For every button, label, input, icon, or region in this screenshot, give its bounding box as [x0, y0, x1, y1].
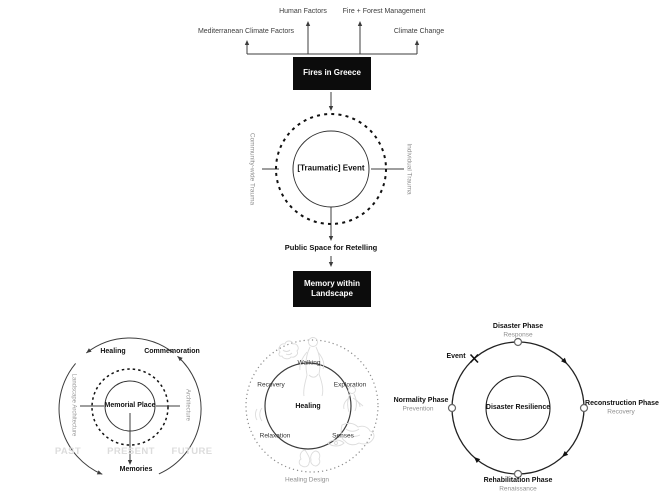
normality-phase-label: Normality Phase [393, 397, 449, 405]
healing-center-label: Healing [295, 403, 321, 411]
factor-label-climate-change: Climate Change [393, 28, 445, 36]
memory-within-landscape-label: Memory within Landscape [303, 278, 360, 298]
timeline-present-label: PRESENT [107, 445, 155, 457]
memorial-place-label: Memorial Place [104, 402, 156, 410]
fires-in-greece-label: Fires in Greece [303, 68, 361, 78]
traumatic-event-label: [Traumatic] Event [297, 163, 365, 173]
community-trauma-label: Community-wide Trauma [248, 132, 256, 206]
factor-label-human: Human Factors [279, 8, 327, 16]
factor-label-mediterranean: Mediterranean Climate Factors [197, 28, 295, 36]
individual-trauma-label: Individual Trauma [405, 143, 413, 195]
public-space-retelling-label: Public Space for Retelling [284, 242, 378, 252]
relaxation-label: Relaxation [259, 432, 291, 440]
memories-label: Memories [119, 466, 153, 474]
recovery-sublabel: Recovery [607, 408, 635, 416]
architecture-label: Architecture [184, 388, 191, 422]
rehabilitation-phase-label: Rehabilitation Phase [483, 477, 553, 485]
healing-design-caption: Healing Design [284, 476, 330, 484]
renaissance-sublabel: Renaissance [499, 485, 537, 493]
senses-label: Senses [332, 432, 354, 440]
event-x-marker [471, 355, 479, 363]
timeline-past-label: PAST [54, 445, 82, 457]
healing-sketches [256, 338, 375, 467]
fires-in-greece-box [293, 57, 371, 90]
response-sublabel: Response [503, 331, 533, 339]
factor-label-fire-forest: Fire + Forest Management [342, 8, 426, 16]
disaster-phase-label: Disaster Phase [492, 323, 544, 331]
event-label: Event [446, 353, 466, 361]
recovery-label: Recovery [257, 381, 285, 389]
timeline-future-label: FUTURE [171, 445, 213, 457]
disaster-resilience-label: Disaster Resilience [485, 404, 551, 412]
exploration-label: Exploration [333, 381, 367, 389]
prevention-sublabel: Prevention [402, 405, 434, 413]
memorial-healing-label: Healing [100, 348, 126, 356]
landscape-architecture-label: Landscape Architecture [70, 373, 77, 437]
commemoration-label: Commemoration [144, 348, 200, 356]
reconstruction-phase-label: Reconstruction Phase [585, 400, 659, 408]
memory-within-landscape-box [293, 271, 371, 307]
walking-label: Walking [297, 359, 321, 367]
